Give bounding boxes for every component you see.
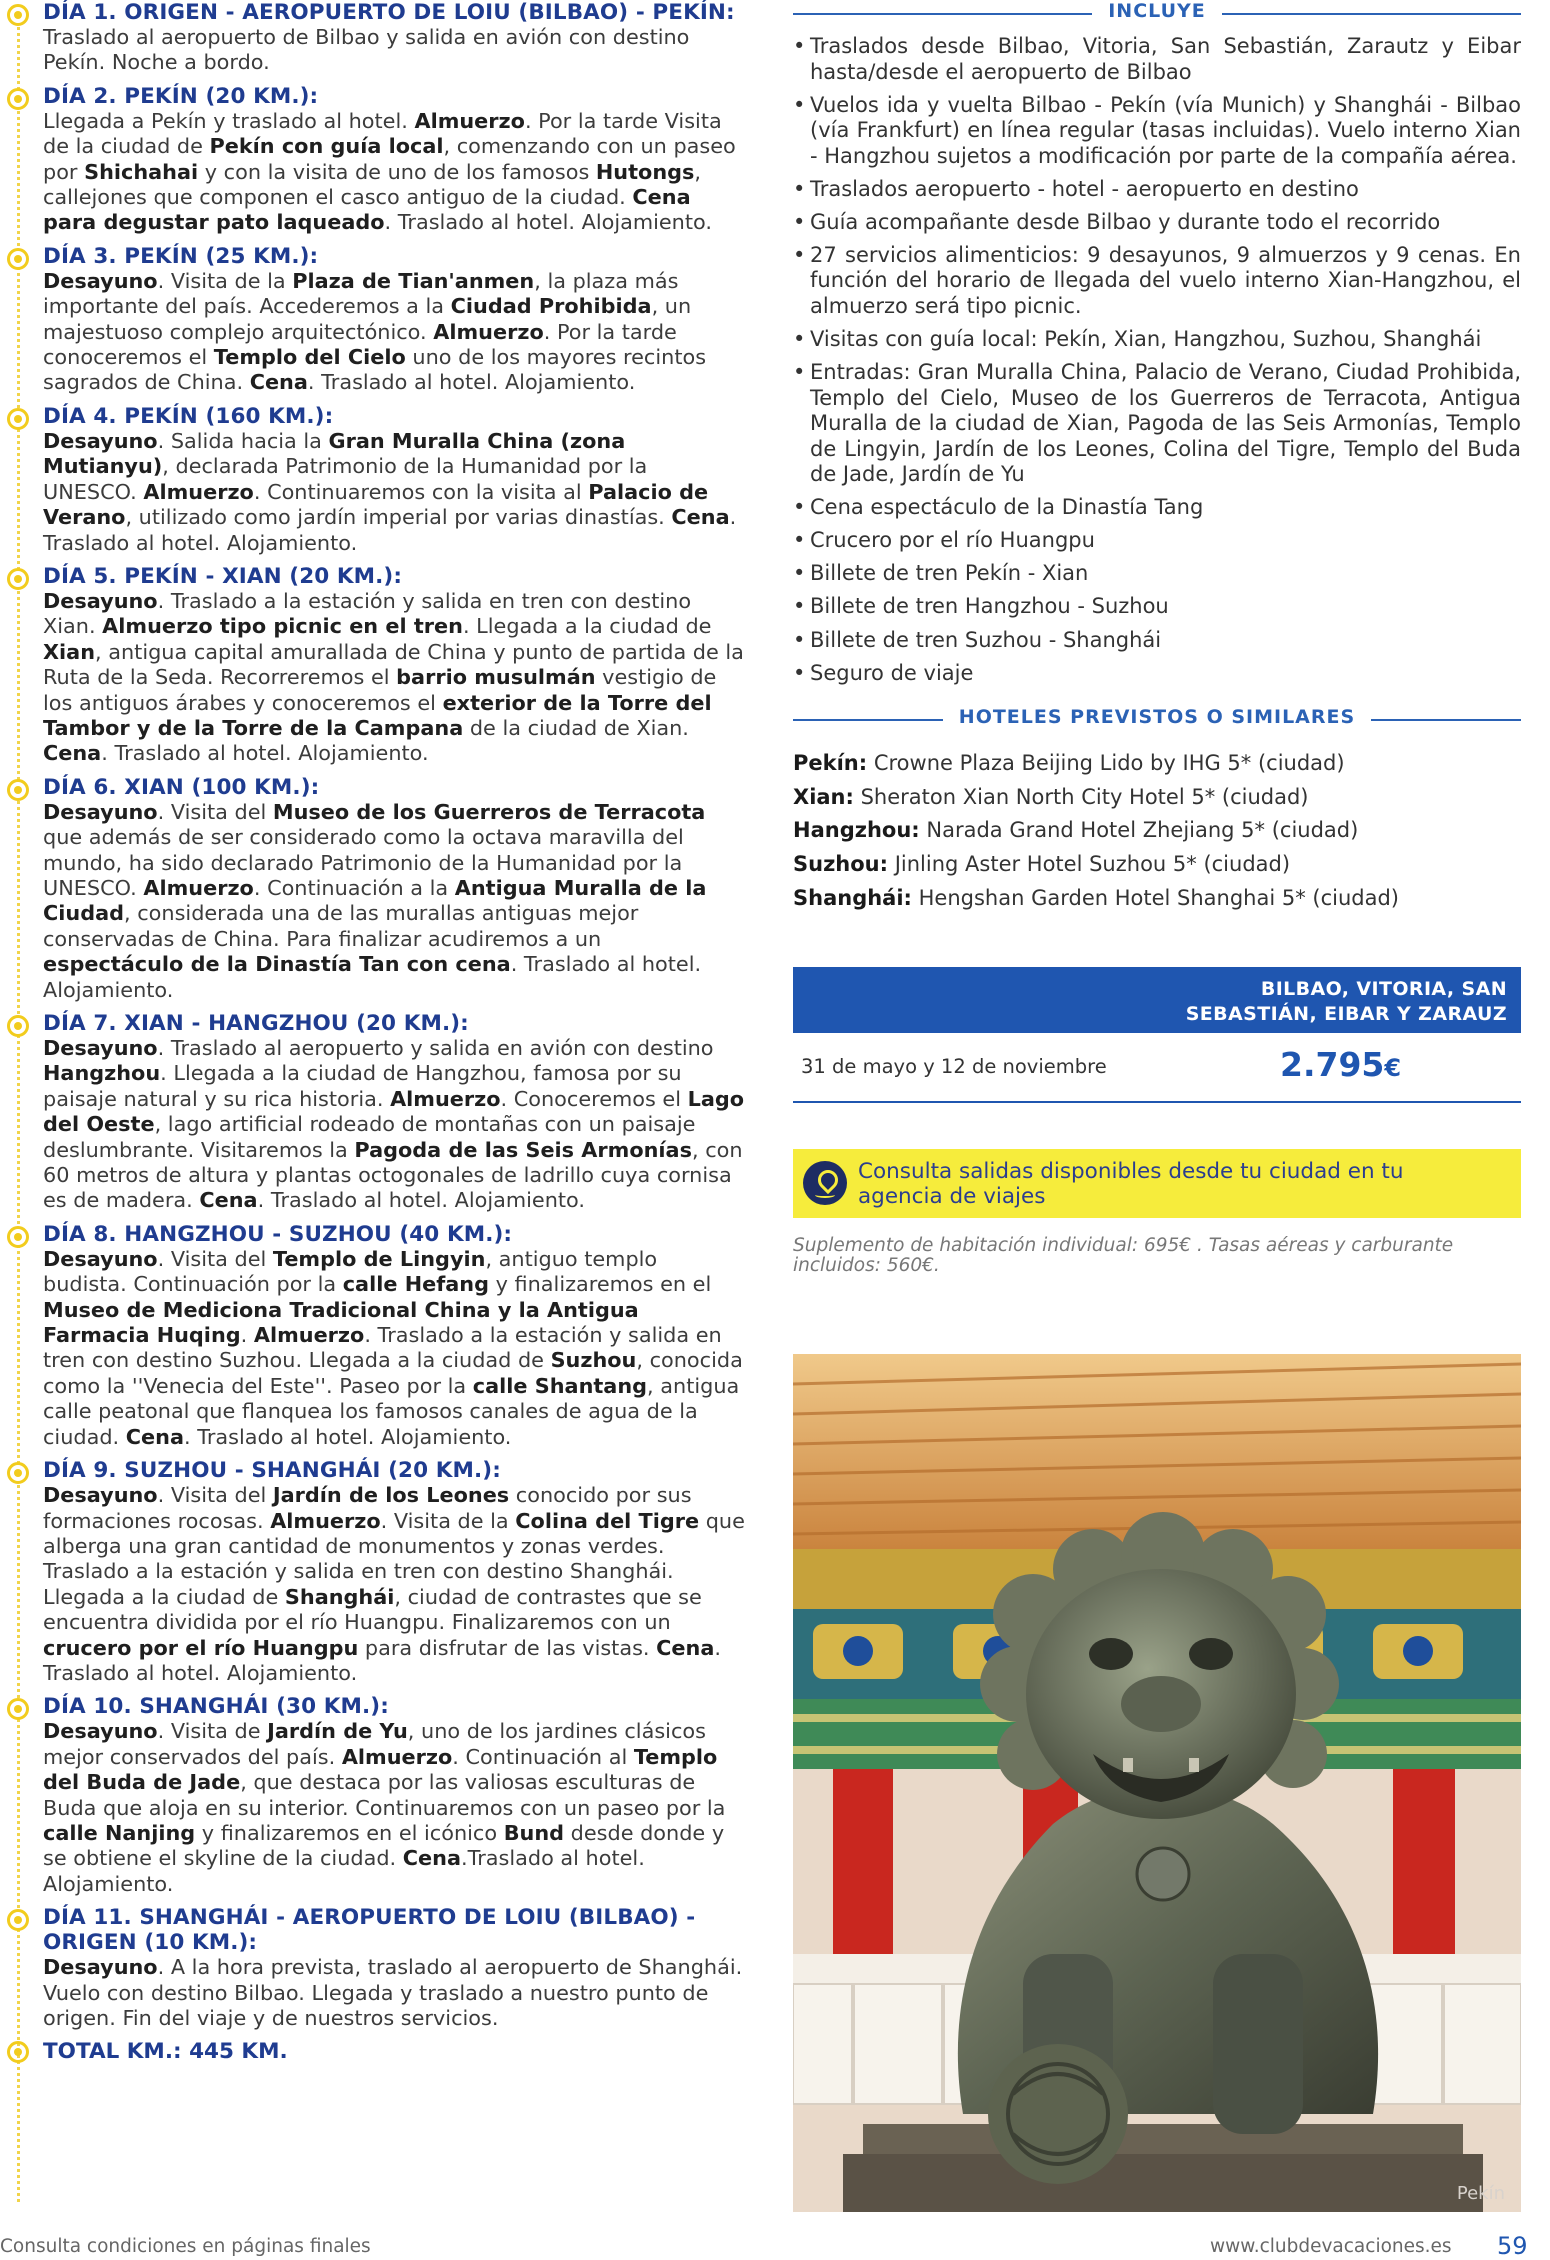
day-entry (0, 1905, 745, 2031)
day-entry (0, 1222, 745, 1450)
price-currency: € (1384, 1053, 1402, 1082)
day-title: DÍA 8. HANGZHOU - SUZHOU (40 KM.): (43, 1221, 513, 1247)
notice-text: Consulta salidas disponibles desde tu ciudad en tu agencia de viajes (858, 1158, 1404, 1209)
body-text: , antiguo templo budista. Continuación por la (43, 1246, 658, 1297)
incluye-item: • Visitas con guía local: Pekín, Xian, Hangzhou, Suzhou, Shanghái (793, 327, 1521, 353)
total-km-text: TOTAL KM.: 445 KM. (43, 2039, 288, 2065)
day-description (43, 1719, 745, 1897)
incluye-item: • Cena espectáculo de la Dinastía Tang (793, 495, 1521, 521)
body-text: , declarada Patrimonio de la Humanidad por la UNESCO. (43, 454, 648, 504)
hotel-list (793, 750, 1521, 910)
highlight-text: Jardín de Yu (267, 1719, 408, 1744)
day-entry (0, 84, 745, 236)
timeline-marker-icon (7, 2041, 29, 2063)
body-text: . Salida hacia la (157, 428, 329, 453)
total-km (0, 2039, 745, 2064)
highlight-text: Museo de los Guerreros de Terracota (272, 799, 706, 824)
body-text: desde donde y se obtiene el skyline de la ciudad. (43, 1820, 725, 1871)
incluye-item: • Traslados aeropuerto - hotel - aeropuerto en destino (793, 177, 1521, 203)
body-text: . Continuación a la (253, 875, 455, 900)
day-entry (0, 1694, 745, 1897)
body-text: . Traslado al hotel. Alojamiento. (43, 1635, 721, 1685)
body-text: . Traslado al hotel. Alojamiento. (43, 952, 702, 1002)
body-text: , un majestuoso complejo arquitectónico. (43, 294, 692, 344)
day-description (43, 1483, 745, 1686)
incluye-heading (793, 0, 1521, 28)
highlight-text: Ciudad Prohibida (450, 294, 652, 319)
day-description (43, 1247, 745, 1450)
highlight-text: exterior de la Torre del Tambor y de la Torre de la Campana (43, 690, 712, 740)
body-text: . Continuaremos con la visita al (253, 479, 589, 504)
body-text: de la ciudad de Xian. (463, 715, 689, 740)
body-text: . Traslado al hotel. Alojamiento. (43, 505, 737, 555)
body-text: . Conoceremos el (500, 1086, 688, 1111)
highlight-text: Lago del Oeste (43, 1086, 745, 1137)
incluye-item: • 27 servicios alimenticios: 9 desayunos, 9 almuerzos y 9 cenas. En función del horario de llegada del vuelo interno Xian-Hangzhou, el almuerzo será tipo picnic. (793, 243, 1521, 320)
body-text: . Visita del (157, 1483, 273, 1508)
photo-caption: Pekín (1456, 2183, 1505, 2204)
day-title: DÍA 2. PEKÍN (20 KM.): (43, 83, 319, 109)
highlight-text: Desayuno (43, 1719, 158, 1744)
highlight-text: calle Nanjing (43, 1820, 196, 1845)
body-text: . Continuación al (452, 1744, 634, 1769)
hotel-row (793, 885, 1521, 911)
page-number: 59 (1497, 2232, 1528, 2260)
highlight-text: Cena para degustar pato laqueado (43, 185, 691, 235)
incluye-item: • Traslados desde Bilbao, Vitoria, San Sebastián, Zarautz y Eibar hasta/desde el aeropuerto de Bilbao (793, 34, 1521, 85)
hotel-name: Crowne Plaza Beijing Lido by IHG 5* (ciudad) (867, 751, 1345, 776)
highlight-text: Desayuno (43, 1246, 158, 1271)
day-description (43, 800, 745, 1003)
body-text: , utilizado como jardín imperial por varias dinastías. (125, 505, 672, 530)
body-text: . Visita del (157, 1246, 273, 1271)
body-text: . Traslado a la estación y salida en tren con destino Xian. (43, 588, 692, 639)
supplement-note: Suplemento de habitación individual: 695€ . Tasas aéreas y carburante incluidos: 560€. (793, 1234, 1454, 1276)
highlight-text: Desayuno (43, 1955, 158, 1980)
body-text: . (240, 1323, 254, 1348)
highlight-text: Almuerzo (390, 1086, 501, 1111)
day-description (43, 25, 745, 76)
body-text: . A la hora prevista, traslado al aeropuerto de Shanghái. Vuelo con destino Bilbao. Llegada y traslado a nuestro punto de origen. Fin del viaje y de nuestros servicios. (43, 1955, 743, 2030)
day-title: DÍA 1. ORIGEN - AEROPUERTO DE LOIU (BILBAO) - PEKÍN: (43, 0, 735, 25)
body-text: . Visita de la (380, 1508, 516, 1533)
body-text: uno de los mayores recintos sagrados de China. (43, 345, 707, 395)
hotel-name: Jinling Aster Hotel Suzhou 5* (ciudad) (888, 851, 1291, 876)
highlight-text: Colina del Tigre (515, 1508, 700, 1533)
hotel-city: Suzhou: (793, 851, 889, 876)
body-text: . Traslado al hotel. Alojamiento. (101, 741, 429, 766)
highlight-text: Gran Muralla China (zona Mutianyu) (43, 428, 626, 479)
body-text: , lago artificial rodeado de montañas con un paisaje deslumbrante. Visitaremos la (43, 1112, 696, 1162)
hotel-city: Pekín: (793, 751, 868, 776)
highlight-text: Templo del Cielo (213, 345, 406, 370)
hotel-row (793, 750, 1521, 776)
timeline-marker-icon (7, 1226, 29, 1248)
day-description (43, 1955, 745, 2031)
incluye-heading-text: INCLUYE (1092, 0, 1222, 22)
body-text: y finalizaremos en el icónico (195, 1820, 504, 1845)
body-text: , la plaza más importante del país. Accederemos a la (43, 268, 679, 319)
price-value (1280, 1045, 1401, 1084)
timeline-marker-icon (7, 1698, 29, 1720)
highlight-text: Cena (125, 1424, 184, 1449)
highlight-text: Cena (249, 370, 308, 395)
hotel-row (793, 817, 1521, 843)
highlight-text: Suzhou (550, 1348, 637, 1373)
body-text: y finalizaremos en el (488, 1272, 712, 1297)
highlight-text: Cena (656, 1635, 715, 1660)
highlight-text: Pekín con guía local (209, 134, 444, 159)
body-text: . Traslado al hotel. Alojamiento. (183, 1424, 512, 1449)
day-description (43, 1036, 745, 1214)
day-entry (0, 775, 745, 1003)
body-text: y con la visita de uno de los famosos (198, 159, 596, 184)
body-text: , antigua calle peatonal que flanquea los famosos canales de agua de la ciudad. (43, 1373, 740, 1449)
day-title: DÍA 9. SUZHOU - SHANGHÁI (20 KM.): (43, 1458, 501, 1484)
day-entry (0, 244, 745, 396)
body-text: . Traslado al hotel. Alojamiento. (257, 1188, 586, 1213)
itinerary-column (0, 0, 745, 2230)
body-text: .Traslado al hotel. Alojamiento. (43, 1846, 645, 1896)
body-text: . Traslado al hotel. Alojamiento. (307, 370, 636, 395)
highlight-text: Hutongs (595, 159, 695, 184)
highlight-text: Cena (199, 1188, 258, 1213)
timeline-marker-icon (7, 1909, 29, 1931)
price-amount: 2.795 (1280, 1044, 1385, 1084)
hotel-city: Xian: (793, 784, 854, 809)
day-entry (0, 1011, 745, 1214)
body-text: . Traslado al aeropuerto y salida en avión con destino (157, 1036, 714, 1060)
day-title: DÍA 5. PEKÍN - XIAN (20 KM.): (43, 563, 403, 589)
highlight-text: Almuerzo (270, 1508, 381, 1533)
incluye-item: • Seguro de viaje (793, 661, 1521, 687)
price-row (793, 1033, 1521, 1103)
hotel-city: Shanghái: (793, 885, 912, 910)
highlight-text: crucero por el río Huangpu (43, 1635, 359, 1660)
highlight-text: espectáculo de la Dinastía Tan con cena (43, 952, 511, 977)
highlight-text: Plaza de Tian'anmen (292, 268, 535, 293)
timeline-marker-icon (7, 4, 29, 26)
hotels-heading-text: HOTELES PREVISTOS O SIMILARES (943, 706, 1371, 728)
day-description (43, 269, 745, 396)
location-pin-icon (803, 1161, 847, 1205)
highlight-text: Almuerzo (143, 479, 254, 504)
day-title: DÍA 3. PEKÍN (25 KM.): (43, 243, 319, 269)
highlight-text: Hangzhou (43, 1061, 161, 1086)
highlight-text: Almuerzo (253, 1323, 365, 1348)
highlight-text: Cena (43, 741, 102, 766)
body-text: conocido por sus formaciones rocosas. (43, 1483, 692, 1533)
hotel-name: Hengshan Garden Hotel Shanghai 5* (ciudad) (911, 885, 1400, 910)
highlight-text: Almuerzo (414, 108, 525, 133)
body-text: que además de ser considerado como la octava maravilla del mundo, ha sido declarado Patrimonio de la Humanidad por la UNESCO. (43, 825, 684, 900)
body-text: . Llegada a la ciudad de (462, 614, 712, 639)
day-description (43, 429, 745, 556)
body-text: , conocida como la ''Venecia del Este''. Paseo por la (43, 1348, 743, 1398)
price-dates: 31 de mayo y 12 de noviembre (801, 1054, 1107, 1078)
price-table-header (793, 967, 1521, 1033)
incluye-item: • Billete de tren Suzhou - Shanghái (793, 628, 1521, 654)
highlight-text: Shichahai (84, 159, 199, 184)
day-entry (0, 1458, 745, 1686)
day-title: DÍA 10. SHANGHÁI (30 KM.): (43, 1694, 389, 1720)
highlight-text: Almuerzo (341, 1744, 453, 1769)
highlight-text: Antigua Muralla de la Ciudad (43, 875, 707, 926)
highlight-text: Shanghái (284, 1584, 395, 1609)
day-description (43, 589, 745, 767)
body-text: , considerada una de las murallas antiguas mejor conservadas de China. Para finalizar acudiremos a un (43, 901, 639, 951)
body-text: . Visita de (157, 1719, 268, 1744)
info-column (793, 0, 1521, 1276)
day-title: DÍA 4. PEKÍN (160 KM.): (43, 403, 334, 429)
body-text: , antigua capital amurallada de China y punto de partida de la Ruta de la Seda. Recorreremos el (43, 639, 744, 690)
body-text: . Por la tarde conoceremos el (43, 319, 677, 370)
highlight-text: Desayuno (43, 1036, 158, 1060)
body-text: . Visita de la (157, 268, 293, 293)
day-title: DÍA 6. XIAN (100 KM.): (43, 774, 320, 800)
day-description (43, 109, 745, 236)
timeline-marker-icon (7, 1015, 29, 1037)
hotel-name: Narada Grand Hotel Zhejiang 5* (ciudad) (919, 818, 1359, 843)
day-list (0, 0, 745, 2031)
incluye-item: • Guía acompañante desde Bilbao y durante todo el recorrido (793, 210, 1521, 236)
highlight-text: calle Hefang (342, 1272, 489, 1297)
highlight-text: Desayuno (43, 428, 158, 453)
timeline-marker-icon (7, 88, 29, 110)
price-header-line1: BILBAO, VITORIA, SAN (1260, 977, 1507, 1000)
body-text: , callejones que componen el casco antiguo de la ciudad. (43, 159, 702, 210)
body-text: Llegada a Pekín y traslado al hotel. (43, 108, 415, 133)
hotels-heading (793, 706, 1521, 734)
timeline-marker-icon (7, 568, 29, 590)
highlight-text: Cena (671, 505, 730, 530)
body-text: , comenzando con un paseo por (43, 134, 736, 184)
highlight-text: Almuerzo (143, 875, 254, 900)
availability-notice (793, 1149, 1521, 1218)
hotels-section (793, 706, 1521, 910)
timeline-marker-icon (7, 779, 29, 801)
hotel-row (793, 784, 1521, 810)
body-text: . Visita del (157, 799, 273, 824)
highlight-text: Desayuno (43, 1483, 158, 1508)
body-text: . Traslado a la estación y salida en tren con destino Suzhou. Llegada a la ciudad de (43, 1323, 722, 1373)
highlight-text: Desayuno (43, 588, 158, 613)
highlight-text: Pagoda de las Seis Armonías (354, 1137, 692, 1162)
body-text: Traslado al aeropuerto de Bilbao y salida en avión con destino Pekín. Noche a bordo. (43, 25, 690, 75)
highlight-text: calle Shantang (472, 1373, 648, 1398)
timeline-marker-icon (7, 248, 29, 270)
hotel-row (793, 851, 1521, 877)
day-title: DÍA 7. XIAN - HANGZHOU (20 KM.): (43, 1011, 469, 1036)
highlight-text: Palacio de Verano (43, 479, 709, 530)
highlight-text: Templo del Buda de Jade (43, 1744, 718, 1795)
incluye-item: • Vuelos ida y vuelta Bilbao - Pekín (vía Munich) y Shanghái - Bilbao (vía Frankfurt) en línea regular (tasas incluidas). Vuelo interno Xian - Hangzhou sujetos a modificación por parte de la compañía aérea. (793, 93, 1521, 170)
timeline-marker-icon (7, 1462, 29, 1484)
body-text: . Traslado al hotel. Alojamiento. (384, 210, 712, 235)
highlight-text: Templo de Lingyin (272, 1246, 486, 1271)
hotel-name: Sheraton Xian North City Hotel 5* (ciudad) (853, 784, 1309, 809)
price-header-line2: SEBASTIÁN, EIBAR Y ZARAUZ (1185, 1002, 1507, 1025)
highlight-text: barrio musulmán (396, 665, 596, 690)
highlight-text: Jardín de los Leones (272, 1483, 510, 1508)
footer-conditions: Consulta condiciones en páginas finales (0, 2236, 371, 2257)
highlight-text: Desayuno (43, 799, 158, 824)
incluye-list (793, 34, 1521, 686)
incluye-item: • Entradas: Gran Muralla China, Palacio de Verano, Ciudad Prohibida, Templo del Cielo, Museo de los Guerreros de Terracota, Antigua Muralla de la ciudad de Xian, Pagoda de las Seis Armonías, Templo de Lingyin, Jardín de los Leones, Colina del Tigre, Templo del Buda de Jade, Jardín de Yu (793, 360, 1521, 488)
highlight-text: Almuerzo tipo picnic en el tren (102, 614, 463, 639)
body-text: vestigio de los antiguos árabes y conoceremos el (43, 665, 717, 715)
incluye-item: • Crucero por el río Huangpu (793, 528, 1521, 554)
day-entry (0, 0, 745, 76)
footer-website: www.clubdevacaciones.es (1210, 2236, 1452, 2257)
body-text: , ciudad de contrastes que se encuentra dividida por el río Huangpu. Finalizaremos con un (43, 1584, 702, 1635)
highlight-text: Cena (402, 1846, 461, 1871)
body-text: . Llegada a la ciudad de Hangzhou, famosa por su paisaje natural y su rica historia. (43, 1061, 682, 1111)
day-entry (0, 564, 745, 767)
incluye-item: • Billete de tren Pekín - Xian (793, 561, 1521, 587)
body-text: que alberga una gran cantidad de monumentos y zonas verdes. Traslado a la estación y salida en tren con destino Shanghái. Llegada a la ciudad de (43, 1508, 745, 1609)
photo-illustration (793, 1354, 1521, 2212)
highlight-text: Xian (43, 639, 96, 664)
hotel-city: Hangzhou: (793, 818, 920, 843)
body-text: para disfrutar de las vistas. (358, 1635, 657, 1660)
highlight-text: Desayuno (43, 268, 158, 293)
guardian-lion-photo (793, 1354, 1521, 2212)
body-text: , con 60 metros de altura y plantas octogonales de ladrillo cuya cornisa es de madera. (43, 1137, 743, 1213)
day-entry (0, 404, 745, 556)
day-title: DÍA 11. SHANGHÁI - AEROPUERTO DE LOIU (BILBAO) - ORIGEN (10 KM.): (43, 1905, 696, 1956)
incluye-item: • Billete de tren Hangzhou - Suzhou (793, 594, 1521, 620)
highlight-text: Museo de Mediciona Tradicional China y la Antigua Farmacia Huqing (43, 1297, 639, 1348)
highlight-text: Almuerzo (433, 319, 544, 344)
body-text: , uno de los jardines clásicos mejor conservados del país. (43, 1719, 706, 1769)
body-text: , que destaca por las valiosas esculturas de Buda que aloja en su interior. Continuaremos con un paseo por la (43, 1770, 726, 1820)
body-text: . Por la tarde Visita de la ciudad de (43, 108, 722, 159)
timeline-marker-icon (7, 408, 29, 430)
highlight-text: Bund (503, 1820, 565, 1845)
